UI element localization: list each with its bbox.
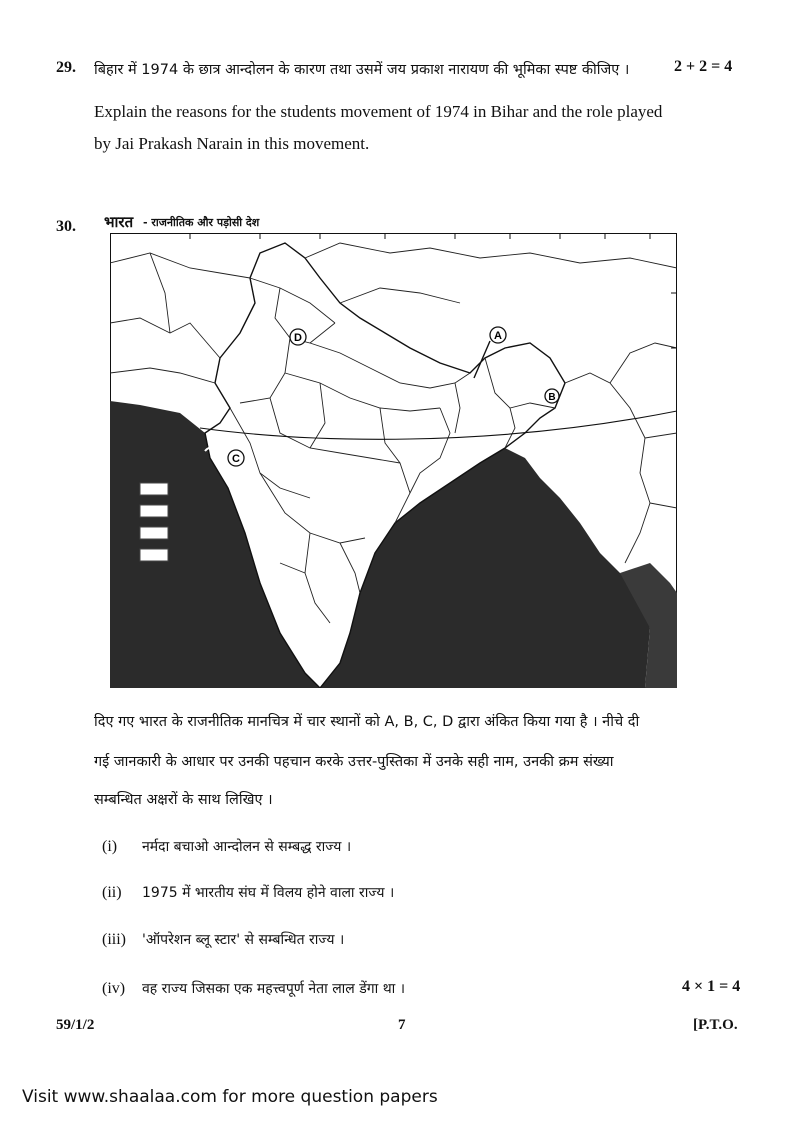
question-29-english-line2: by Jai Prakash Narain in this movement. [94,134,370,153]
pto-label: [P.T.O. [693,1017,738,1033]
item-4-number: (iv) [102,980,126,997]
item-1-text: नर्मदा बचाओ आन्दोलन से सम्बद्ध राज्य । [142,839,352,855]
q30-instruction-line3: सम्बन्धित अक्षरों के साथ लिखिए । [94,792,273,808]
marker-c-label: C [232,453,240,465]
marker-c [228,450,244,466]
visit-link-text: Visit www.shaalaa.com for more question papers [22,1087,438,1107]
q30-instruction-line1: दिए गए भारत के राजनीतिक मानचित्र में चार स्थानों को A, B, C, D द्वारा अंकित किया गया है । नीचे दी [94,714,640,730]
marker-b [545,389,559,403]
item-2-text: 1975 में भारतीय संघ में विलय होने वाला राज्य । [142,885,395,901]
map-title: भारत [104,213,134,231]
question-29-marks: 2 + 2 = 4 [674,58,733,75]
question-29-hindi: बिहार में 1974 के छात्र आन्दोलन के कारण तथा उसमें जय प्रकाश नारायण की भूमिका स्पष्ट कीजिए । [94,62,630,78]
marker-a-label: A [494,330,502,342]
question-30-number: 30. [56,218,76,235]
page-number: 7 [398,1017,406,1033]
paper-code: 59/1/2 [56,1017,95,1033]
marker-b-label: B [548,392,556,403]
question-30-marks: 4 × 1 = 4 [682,978,741,995]
q30-instruction-line2: गई जानकारी के आधार पर उनकी पहचान करके उत्तर-पुस्तिका में उनके सही नाम, उनकी क्रम संख्या [94,754,614,770]
india-political-map [110,233,677,688]
question-29-number: 29. [56,59,76,76]
item-4-text: वह राज्य जिसका एक महत्त्वपूर्ण नेता लाल डेंगा था । [142,981,406,997]
marker-a [490,327,506,343]
item-2-number: (ii) [102,884,122,901]
map-subtitle: - राजनीतिक और पड़ोसी देश [143,216,260,229]
question-29-english-line1: Explain the reasons for the students movement of 1974 in Bihar and the role played [94,102,663,121]
marker-d-label: D [294,332,302,344]
item-1-number: (i) [102,838,118,855]
marker-d [290,329,306,345]
item-3-number: (iii) [102,931,126,948]
item-3-text: 'ऑपरेशन ब्लू स्टार' से सम्बन्धित राज्य । [142,932,345,948]
